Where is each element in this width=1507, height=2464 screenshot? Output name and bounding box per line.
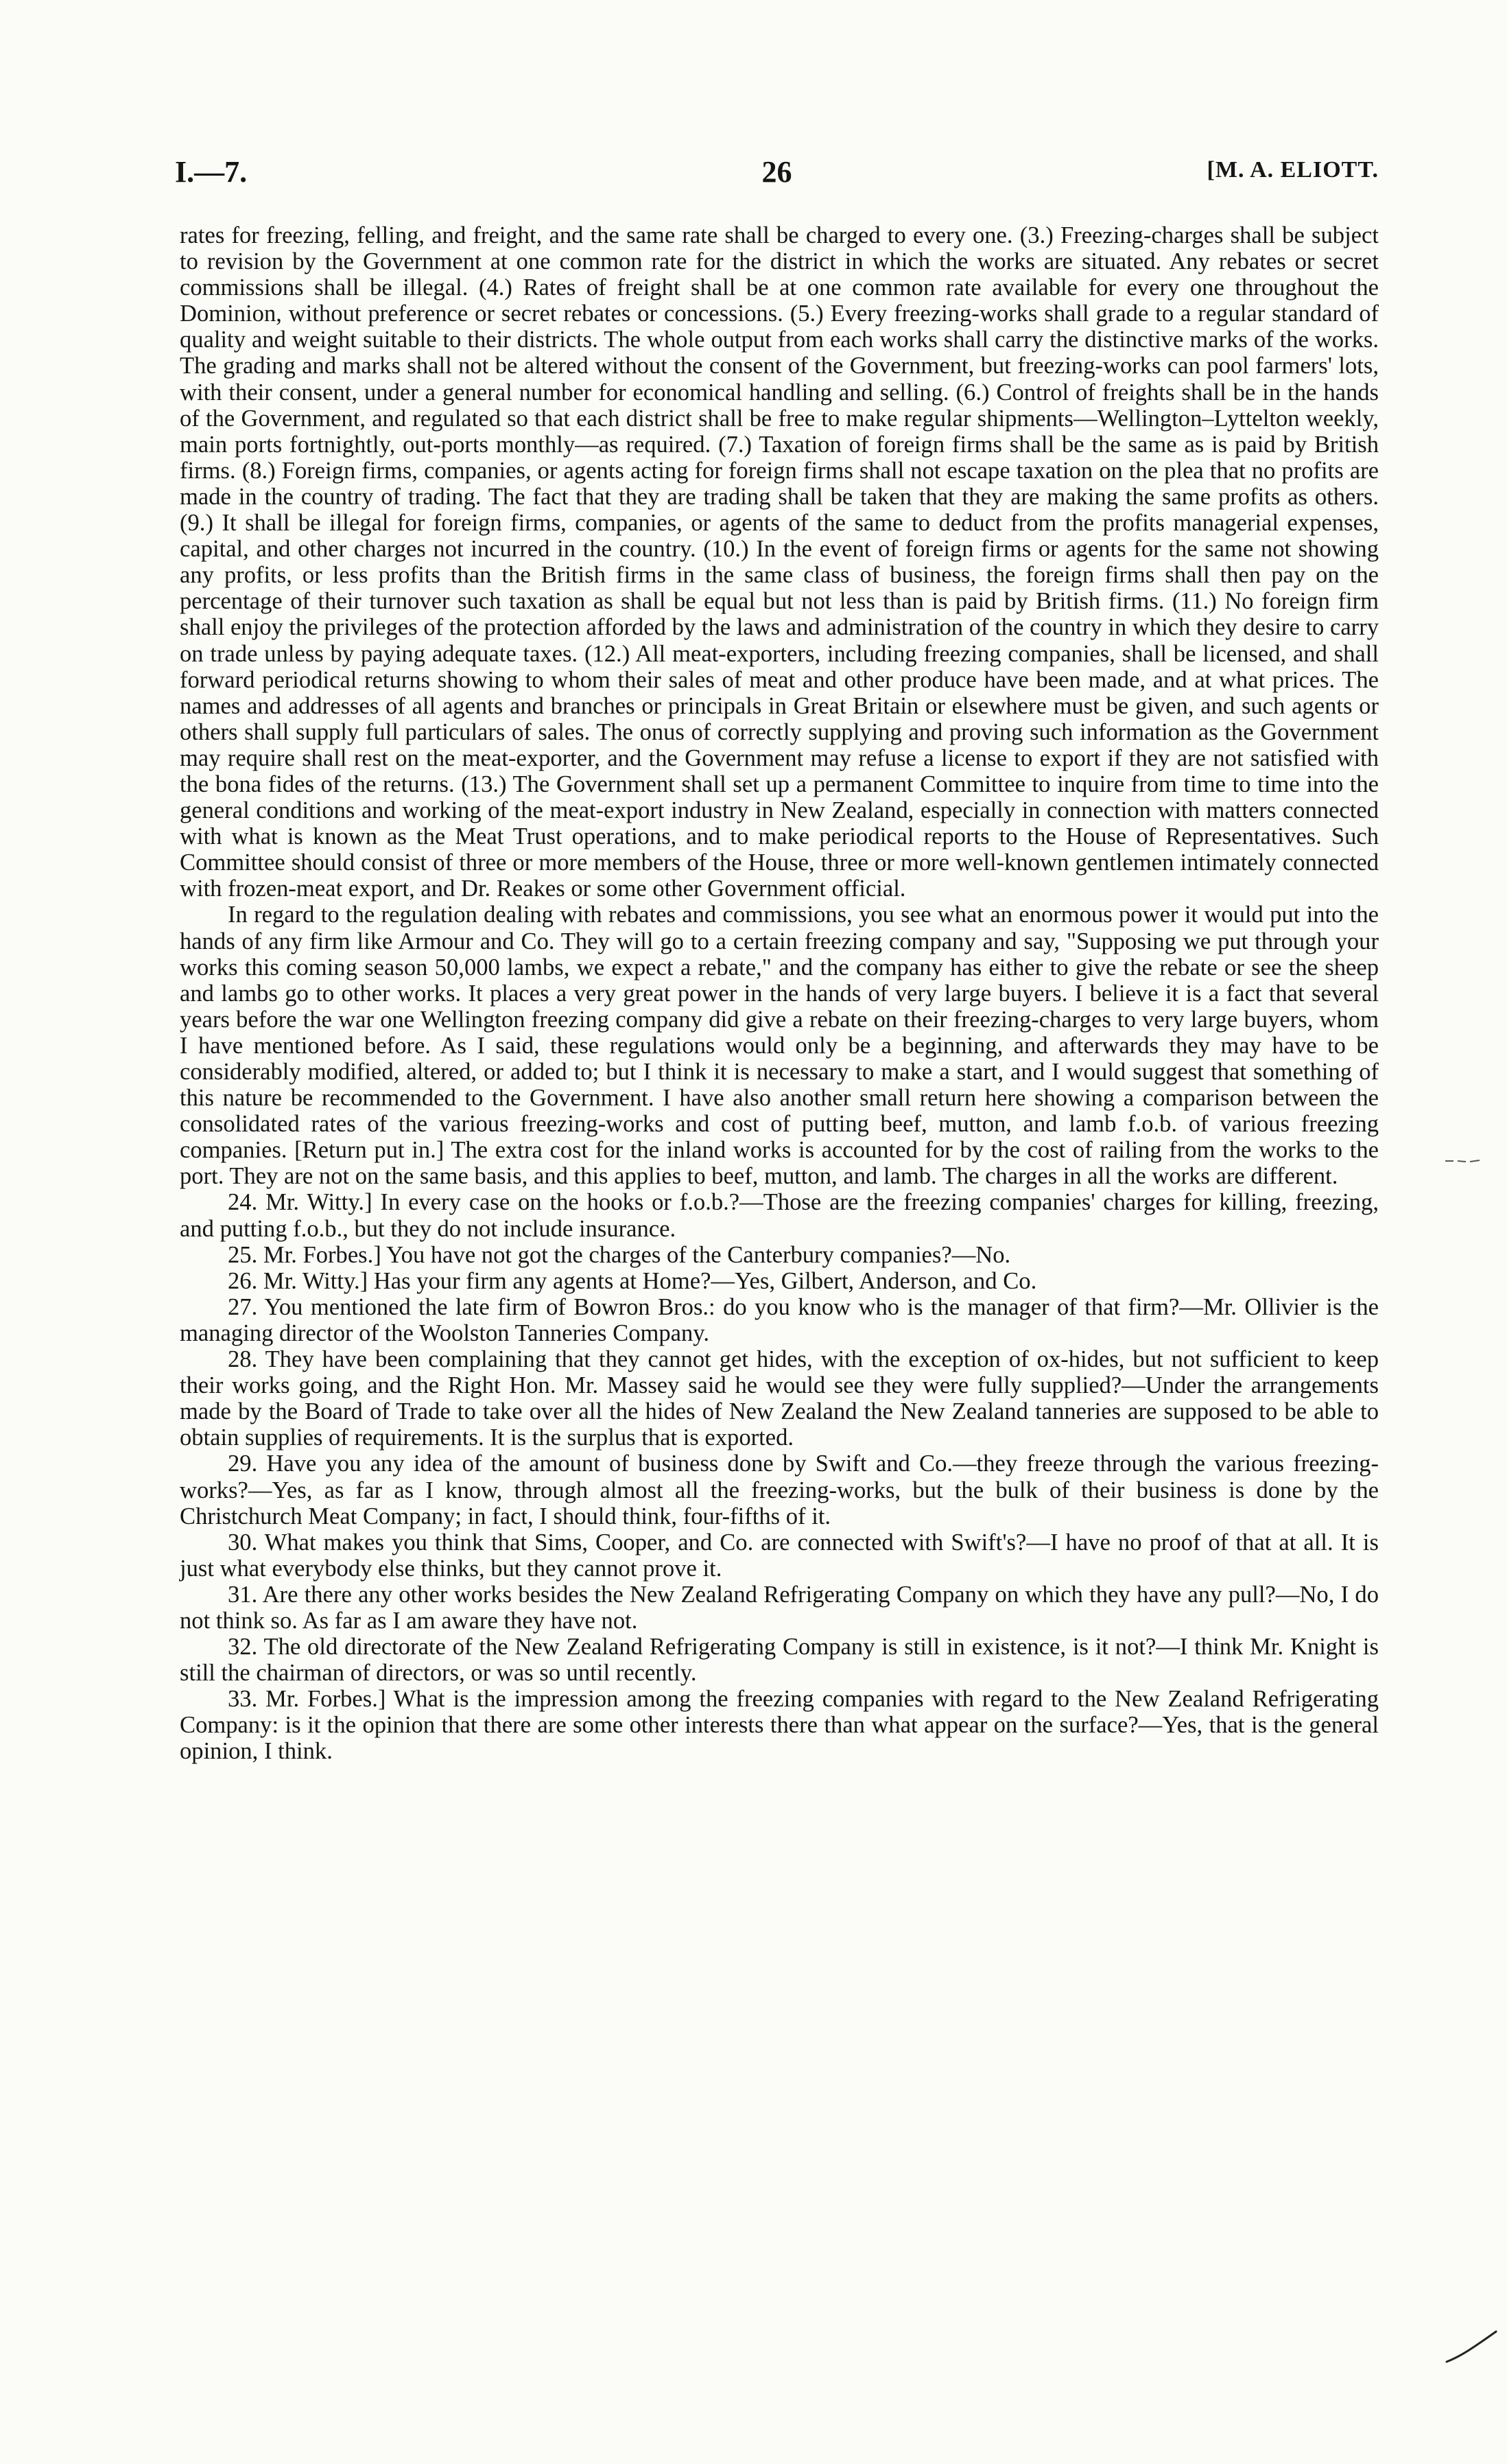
paper-reference: I.—7.	[175, 155, 248, 189]
paragraph-q30: 30. What makes you think that Sims, Cooper, and Co. are connected with Swift's?—I have no proof of that at all. It is just what everybody else thinks, but they cannot prove it.	[180, 1529, 1379, 1582]
page-header	[175, 154, 1379, 196]
paragraph-rebates: In regard to the regulation dealing with rebates and commissions, you see what an enormous power it would put into the hands of any firm like Armour and Co. They will go to a certain freezing company and say, "Supposing we put through your works this coming season 50,000 lambs, we expect a rebate," and the company has either to give the rebate or see the sheep and lambs go to other works. It places a very great power in the hands of very large buyers. I believe it is a fact that several years before the war one Wellington freezing company did give a rebate on their freezing-charges to very large buyers, whom I have mentioned before. As I said, these regulations would only be a beginning, and afterwards they may have to be considerably modified, altered, or added to; but I think it is necessary to make a start, and I would suggest that something of this nature be recommended to the Government. I have also another small return here showing a comparison between the consolidated rates of the various freezing-works and cost of putting beef, mutton, and lamb f.o.b. of various freezing companies. [Return put in.] The extra cost for the inland works is accounted for by the cost of railing from the works to the port. They are not on the same basis, and this applies to beef, mutton, and lamb. The charges in all the works are different.	[180, 902, 1379, 1190]
paragraph-q29: 29. Have you any idea of the amount of business done by Swift and Co.—they freeze through the various freezing-works?—Yes, as far as I know, through almost all the freezing-works, but the bulk of their business is done by the Christchurch Meat Company; in fact, I should think, four-fifths of it.	[180, 1451, 1379, 1529]
paragraph-q33: 33. Mr. Forbes.] What is the impression among the freezing companies with regard to the New Zealand Refrigerating Company: is it the opinion that there are some other interests there than what appear on the surface?—Yes, that is the general opinion, I think.	[180, 1686, 1379, 1765]
paragraph-q25: 25. Mr. Forbes.] You have not got the charges of the Canterbury companies?—No.	[228, 1241, 1011, 1268]
margin-swoosh-icon	[1444, 2326, 1499, 2367]
paragraph-q32: 32. The old directorate of the New Zealand Refrigerating Company is still in existence, is it not?—I think Mr. Knight is still the chairman of directors, or was so until recently.	[180, 1634, 1379, 1687]
paragraph-q31: 31. Are there any other works besides the New Zealand Refrigerating Company on which they have any pull?—No, I do not think so. As far as I am aware they have not.	[180, 1581, 1379, 1634]
paragraph-q28: 28. They have been complaining that they cannot get hides, with the exception of ox-hides, but not sufficient to keep their works going, and the Right Hon. Mr. Massey said he would see they were fully supplied?—Under the arrangements made by the Board of Trade to take over all the hides of New Zealand the New Zealand tanneries are supposed to be able to obtain supplies of requirements. It is the surplus that is exported.	[180, 1346, 1379, 1451]
paragraph-q26: 26. Mr. Witty.] Has your firm any agents at Home?—Yes, Gilbert, Anderson, and Co.	[228, 1267, 1037, 1294]
paragraph-regulations: rates for freezing, felling, and freight, and the same rate shall be charged to every one. (3.) Freezing-charges shall be subject to revision by the Government at one common rate for the district in which the works are situated. Any rebates or secret commissions shall be illegal. (4.) Rates of freight shall be at one common rate available for every one throughout the Dominion, without preference or secret rebates or concessions. (5.) Every freezing-works shall grade to a regular standard of quality and weight suitable to their districts. The whole output from each works shall carry the distinctive marks of the works. The grading and marks shall not be altered without the consent of the Government, but freezing-works can pool farmers' lots, with their consent, under a general number for economical handling and selling. (6.) Control of freights shall be in the hands of the Government, and regulated so that each district shall be free to make regular shipments—Wellington–Lyttelton weekly, main ports fortnightly, out-ports monthly—as required. (7.) Taxation of foreign firms shall be the same as is paid by British firms. (8.) Foreign firms, companies, or agents acting for foreign firms shall not escape taxation on the plea that no profits are made in the country of trading. The fact that they are trading shall be taken that they are making the same profits as others. (9.) It shall be illegal for foreign firms, companies, or agents of the same to deduct from the profits managerial expenses, capital, and other charges not incurred in the country. (10.) In the event of foreign firms or agents for the same not showing any profits, or less profits than the British firms in the same class of business, the foreign firms shall then pay on the percentage of their turnover such taxation as shall be equal but not less than is paid by British firms. (11.) No foreign firm shall enjoy the privileges of the protection afforded by the laws and administration of the country in which they desire to carry on trade unless by paying adequate taxes. (12.) All meat-exporters, including freezing companies, shall be licensed, and shall forward periodical returns showing to whom their sales of meat and other produce have been made, and at what prices. The names and addresses of all agents and branches or principals in Great Britain or elsewhere must be given, and such agents or others shall supply full particulars of sales. The onus of correctly supplying and proving such information as the Government may require shall rest on the meat-exporter, and the Government may refuse a license to export if they are not satisfied with the bona fides of the returns. (13.) The Government shall set up a permanent Committee to inquire from time to time into the general conditions and working of the meat-export industry in New Zealand, especially in connection with matters connected with what is known as the Meat Trust operations, and to make periodical reports to the House of Representatives. Such Committee should consist of three or more members of the House, three or more well-known gentlemen intimately connected with frozen-meat export, and Dr. Reakes or some other Government official.	[180, 222, 1379, 902]
paragraph-q27: 27. You mentioned the late firm of Bowron Bros.: do you know who is the manager of that firm?—Mr. Ollivier is the managing director of the Woolston Tanneries Company.	[180, 1293, 1379, 1346]
page-number: 26	[761, 155, 792, 189]
witness-name: [M. A. ELIOTT.	[1207, 157, 1379, 183]
body-text	[180, 222, 1379, 1765]
paragraph-q24: 24. Mr. Witty.] In every case on the hooks or f.o.b.?—Those are the freezing companies' charges for killing, freezing, and putting f.o.b., but they do not include insurance.	[180, 1189, 1379, 1242]
margin-mark-icon	[1444, 1156, 1482, 1166]
